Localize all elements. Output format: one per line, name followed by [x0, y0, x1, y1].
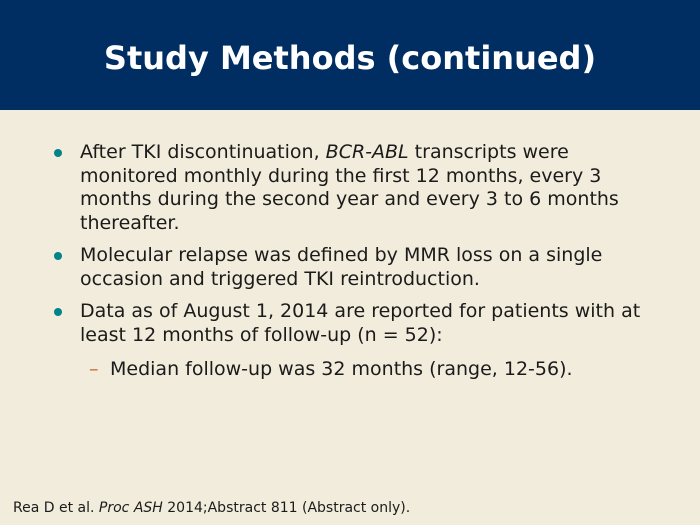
citation	[13, 499, 410, 517]
bullet-text-part: transcripts were monitored monthly during the first 12 months, every 3 months during the second year and every 3 to 6 months thereafter.	[80, 141, 619, 234]
bullet-dot-icon	[54, 149, 62, 157]
citation-authors: Rea D et al.	[13, 500, 99, 516]
dash-icon: –	[89, 358, 99, 380]
sub-bullet-text: Median follow-up was 32 months (range, 12-56).	[110, 358, 573, 380]
bullet-marker	[48, 300, 80, 316]
title-bar	[0, 0, 700, 110]
gene-name: BCR-ABL	[325, 141, 409, 163]
citation-details: 2014;Abstract 811 (Abstract only).	[162, 500, 411, 516]
citation-journal: Proc ASH	[98, 500, 163, 516]
bullet-text	[80, 141, 648, 235]
bullet-dot-icon	[54, 252, 62, 260]
bullet-marker	[48, 141, 80, 157]
bullet-marker	[48, 244, 80, 260]
bullet-text-part: After TKI discontinuation,	[80, 141, 326, 163]
bullet-item	[48, 141, 648, 235]
bullet-item	[48, 244, 648, 291]
bullet-text: Molecular relapse was defined by MMR loss on a single occasion and triggered TKI reintroduction.	[80, 244, 603, 290]
bullet-list	[48, 141, 648, 382]
bullet-dot-icon	[54, 308, 62, 316]
bullet-item	[48, 300, 648, 347]
slide-title: Study Methods (continued)	[103, 39, 597, 77]
sub-bullet-item	[48, 358, 648, 382]
bullet-text: Data as of August 1, 2014 are reported for patients with at least 12 months of follow-up (n = 52):	[80, 300, 641, 346]
